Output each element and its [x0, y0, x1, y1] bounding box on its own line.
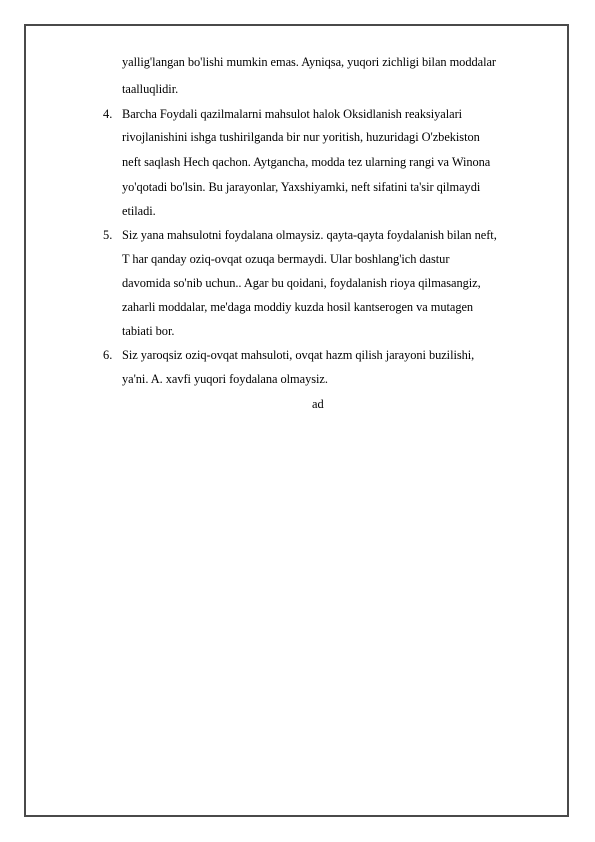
list-item-line: davomida so'nib uchun.. Agar bu qoidani, foydalanish rioya qilmasangiz,: [122, 276, 481, 290]
list-item-line: yo'qotadi bo'lsin. Bu jarayonlar, Yaxshiyamki, neft sifatini ta'sir qilmaydi: [122, 180, 481, 194]
list-item-line: Siz yana mahsulotni foydalana olmaysiz. qayta-qayta foydalanish bilan neft,: [122, 228, 497, 242]
trailing-note: ad: [312, 397, 324, 411]
list-item-line: tabiati bor.: [122, 324, 175, 338]
list-item-line: ya'ni. A. xavfi yuqori foydalana olmaysiz.: [122, 372, 328, 386]
list-item-line: etiladi.: [122, 204, 156, 218]
list-item-number: 6.: [103, 348, 113, 362]
list-item-line: T har qanday oziq-ovqat ozuqa bermaydi. Ular boshlang'ich dastur: [122, 252, 450, 266]
list-item-number: 4.: [103, 107, 113, 121]
intro-line: taalluqlidir.: [122, 82, 179, 96]
list-item-line: neft saqlash Hech qachon. Aytgancha, modda tez ularning rangi va Winona: [122, 155, 491, 169]
list-item-line: Barcha Foydali qazilmalarni mahsulot halok Oksidlanish reaksiyalari: [122, 107, 463, 121]
list-item-line: zaharli moddalar, me'daga moddiy kuzda hosil kantserogen va mutagen: [122, 300, 474, 314]
list-item-number: 5.: [103, 228, 113, 242]
list-item-line: Siz yaroqsiz oziq-ovqat mahsuloti, ovqat hazm qilish jarayoni buzilishi,: [122, 348, 475, 362]
list-item-line: rivojlanishini ishga tushirilganda bir nur yoritish, huzuridagi O'zbekiston: [122, 130, 480, 144]
intro-line: yallig'langan bo'lishi mumkin emas. Ayniqsa, yuqori zichligi bilan moddalar: [122, 55, 496, 69]
